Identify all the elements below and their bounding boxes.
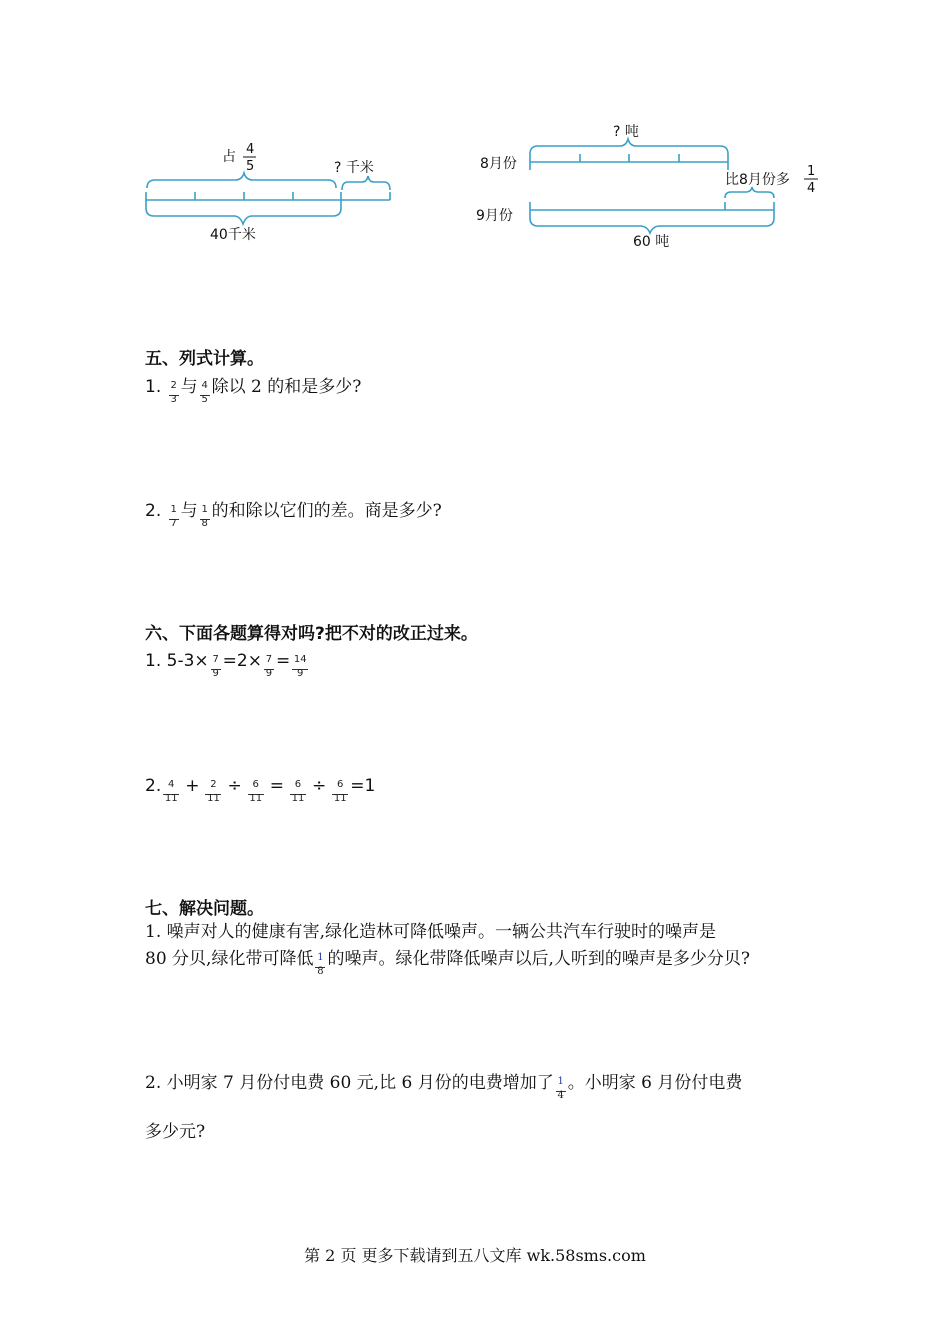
fraction: $\frac{1}{7}$ xyxy=(170,504,177,529)
section6-question-2: 2. $\frac{4}{11}$ + $\frac{2}{11}$ ÷ $\frac{6}{11}$ = $\frac{6}{11}$ ÷ $\frac{6}{11}$ =1 xyxy=(145,776,376,804)
section6-title: 六、下面各题算得对吗?把不对的改正过来。 xyxy=(145,624,478,644)
fraction: $\frac{1}{8}$ xyxy=(201,504,208,529)
d1-top-label: 占 xyxy=(222,149,236,165)
fraction: $\frac{4}{11}$ xyxy=(164,779,178,804)
fraction: $\frac{1}{4}$ xyxy=(557,1076,564,1101)
fraction: $\frac{7}{9}$ xyxy=(265,654,273,679)
segment-diagram-distance xyxy=(140,140,410,250)
fraction: $\frac{7}{9}$ xyxy=(212,654,219,679)
section5-question-2: 2. $\frac{1}{7}$ 与 $\frac{1}{8}$ 的和除以它们的差。商是多少? xyxy=(145,501,442,529)
d2-top-label: ? 吨 xyxy=(613,124,639,140)
section5-question-1: 1. $\frac{2}{3}$ 与 $\frac{4}{5}$ 除以 2 的和是多少? xyxy=(145,377,362,405)
section7-question-1-line1: 1. 噪声对人的健康有害,绿化造林可降低噪声。一辆公共汽车行驶时的噪声是 xyxy=(145,922,717,942)
d1-right-label: ? 千米 xyxy=(334,160,374,176)
page-footer: 第 2 页 更多下载请到五八文库 wk.58sms.com xyxy=(304,1246,646,1265)
section6-question-1: 1. 5-3× $\frac{7}{9}$ =2× $\frac{7}{9}$ = $\frac{14}{9}$ xyxy=(145,650,310,672)
fraction: $\frac{4}{5}$ xyxy=(201,380,208,405)
d2-row1-label: 8月份 xyxy=(480,156,517,172)
d2-extra-frac-num: 1 xyxy=(807,164,816,179)
d2-extra-label: 比8月份多 xyxy=(725,172,790,188)
segment-diagram-tons xyxy=(470,118,830,258)
d1-top-frac-num: 4 xyxy=(246,142,255,157)
section5-title: 五、列式计算。 xyxy=(145,349,264,369)
section7-question-2-line2: 多少元? xyxy=(145,1122,206,1142)
fraction: $\frac{2}{11}$ xyxy=(207,779,220,804)
section7-question-2-line1: 2. 小明家 7 月份付电费 60 元,比 6 月份的电费增加了 $\frac{1}{4}$ 。小明家 6 月份付电费 xyxy=(145,1073,743,1101)
fraction: $\frac{14}{9}$ xyxy=(293,654,307,679)
d2-extra-frac-den: 4 xyxy=(807,181,816,196)
fraction: $\frac{1}{8}$ xyxy=(317,952,324,977)
section7-question-1-line2: 80 分贝,绿化带可降低 $\frac{1}{8}$ 的噪声。绿化带降低噪声以后,人听到的噪声是多少分贝? xyxy=(145,949,750,977)
d1-bottom-label: 40千米 xyxy=(210,227,256,243)
d1-top-frac-den: 5 xyxy=(246,159,255,174)
d2-row2-label: 9月份 xyxy=(476,208,513,224)
section7-title: 七、解决问题。 xyxy=(145,899,264,919)
fraction: $\frac{6}{11}$ xyxy=(291,779,305,804)
d2-bottom-label: 60 吨 xyxy=(633,234,670,250)
fraction: $\frac{6}{11}$ xyxy=(249,779,263,804)
fraction: $\frac{6}{11}$ xyxy=(333,779,347,804)
fraction: $\frac{2}{3}$ xyxy=(170,380,177,405)
